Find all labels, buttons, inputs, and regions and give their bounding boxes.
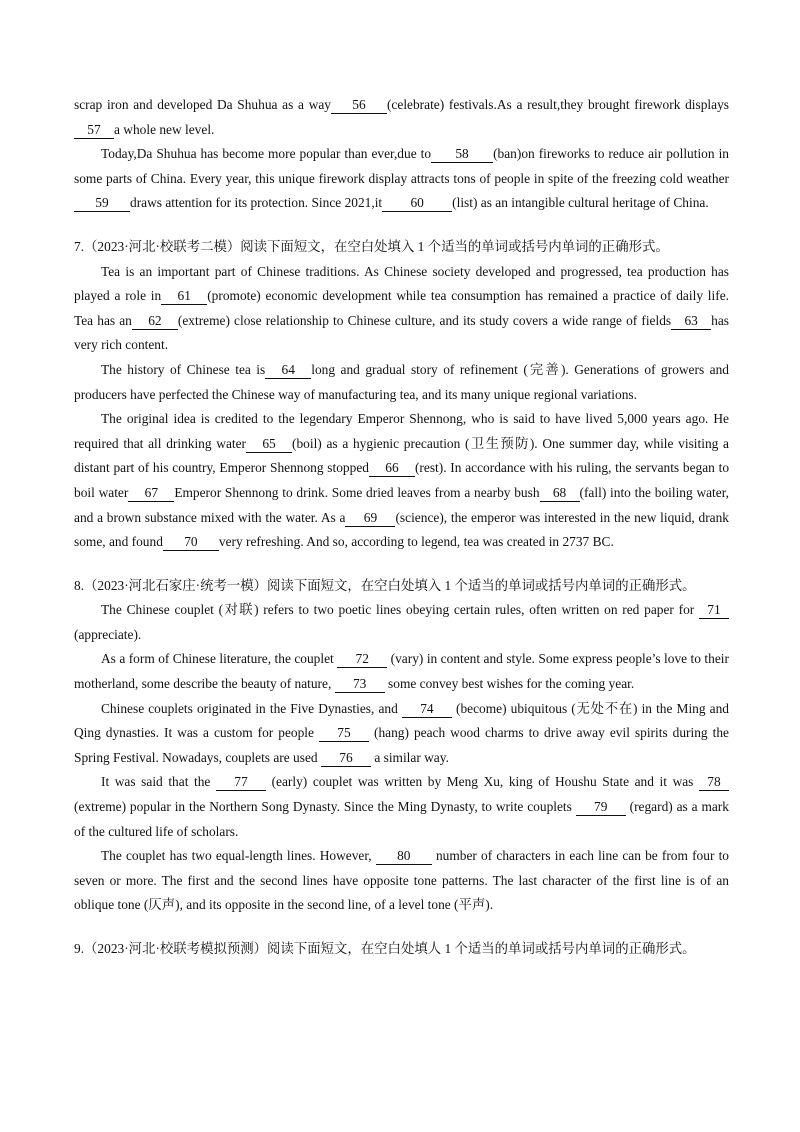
blank-77[interactable]: 77 [216, 774, 266, 791]
blank-64[interactable]: 64 [265, 362, 311, 379]
text: It was said that the [101, 774, 211, 790]
text: (extreme) popular in the Northern Song Dynasty. Since the Ming Dynasty, to write couplets [74, 799, 572, 815]
blank-58[interactable]: 58 [431, 146, 493, 163]
text: has very rich content. [74, 312, 729, 353]
q7-paragraph-3 [74, 407, 729, 555]
question-9-heading: 9.（2023·河北·校联考模拟预测）阅读下面短文，在空白处填人 1 个适当的单词或括号内单词的正确形式。 [74, 941, 696, 956]
q8-paragraph-5 [74, 844, 729, 918]
text: (list) as an intangible cultural heritage of China. [452, 195, 709, 211]
text: scrap iron and developed Da Shuhua as a way [74, 97, 331, 112]
text: Emperor Shennong to drink. Some dried leaves from a nearby bush [174, 484, 540, 500]
text: (become) ubiquitous (无处不在) in the Ming and Qing dynasties. It was a custom for people [74, 700, 729, 741]
q8-paragraph-1 [74, 598, 729, 647]
text: (regard) as a mark of the cultured life of scholars. [74, 799, 729, 839]
q8-paragraph-4 [74, 770, 729, 844]
text: number of characters in each line can be from four to seven or more. The first and the second lines have opposite tone patterns. The last character of the first line is of an oblique tone (仄声), and its opposite in the second line, of a level tone (平声). [74, 848, 729, 913]
q7-paragraph-1 [74, 260, 729, 358]
blank-72[interactable]: 72 [337, 651, 387, 668]
text: (ban)on fireworks to reduce air pollution in some parts of China. Every year, this unique firework display attracts tons of people in spite of the freezing cold weather [74, 146, 729, 186]
blank-69[interactable]: 69 [345, 510, 395, 527]
text: The original idea is credited to the legendary Emperor Shennong, who is said to have lived 5,000 years ago. He required that all drinking water [74, 411, 729, 451]
blank-67[interactable]: 67 [128, 485, 174, 502]
text: (vary) in content and style. Some express people’s love to their motherland, some describe the beauty of nature, [74, 651, 729, 692]
text: Today,Da Shuhua has become more popular than ever,due to [101, 146, 432, 162]
blank-66[interactable]: 66 [369, 460, 415, 477]
blank-71[interactable]: 71 [699, 602, 729, 619]
text: The couplet has two equal-length lines. However, [101, 848, 372, 864]
text: (science), the emperor was interested in the new liquid, drank some, and found [74, 509, 729, 550]
blank-78[interactable]: 78 [699, 774, 729, 791]
blank-68[interactable]: 68 [540, 485, 580, 502]
text: (fall) into the boiling water, and a brown substance mixed with the water. As a [74, 484, 729, 525]
blank-63[interactable]: 63 [671, 313, 711, 330]
blank-74[interactable]: 74 [402, 701, 452, 718]
question-7-heading: 7.（2023·河北·校联考二模）阅读下面短文，在空白处填入 1 个适当的单词或括号内单词的正确形式。 [74, 238, 669, 254]
document-page [74, 93, 729, 962]
text: Chinese couplets originated in the Five Dynasties, and [101, 700, 398, 716]
text: very refreshing. And so, according to legend, tea was created in 2737 BC. [218, 534, 614, 550]
text: some convey best wishes for the coming year. [388, 676, 635, 692]
blank-76[interactable]: 76 [321, 750, 371, 767]
blank-79[interactable]: 79 [576, 799, 626, 816]
text: (hang) peach wood charms to drive away evil spirits during the Spring Festival. Nowadays, couplets are used [74, 725, 729, 765]
passage6-paragraph-continued [74, 93, 729, 142]
question-8-heading: 8.（2023·河北石家庄·统考一模）阅读下面短文，在空白处填入 1 个适当的单词或括号内单词的正确形式。 [74, 577, 696, 593]
text: As a form of Chinese literature, the couplet [101, 651, 334, 667]
q7-paragraph-2 [74, 358, 729, 407]
text: a whole new level. [114, 121, 215, 137]
blank-57[interactable]: 57 [74, 122, 114, 139]
text: a similar way. [374, 749, 449, 765]
blank-61[interactable]: 61 [161, 288, 207, 305]
blank-75[interactable]: 75 [319, 725, 369, 742]
text: (early) couplet was written by Meng Xu, king of Houshu State and it was [271, 774, 694, 790]
blank-59[interactable]: 59 [74, 195, 130, 212]
text: (rest). In accordance with his ruling, the servants began to boil water [74, 460, 730, 500]
blank-70[interactable]: 70 [163, 534, 219, 551]
blank-73[interactable]: 73 [335, 676, 385, 693]
blank-60[interactable]: 60 [382, 195, 452, 212]
text: (boil) as a hygienic precaution (卫生预防). One summer day, while visiting a distant part of his country, Emperor Shennong stopped [74, 435, 729, 476]
text: long and gradual story of refinement (完善). Generations of growers and producers have perfected the Chinese way of manufacturing tea, and its many unique regional variations. [74, 361, 729, 402]
text: The Chinese couplet (对联) refers to two poetic lines obeying certain rules, often written on red paper for [101, 602, 695, 618]
text: (extreme) close relationship to Chinese culture, and its study covers a wide range of fields [177, 312, 672, 328]
text: (celebrate) festivals.As a result,they brought firework displays [386, 97, 729, 112]
blank-80[interactable]: 80 [376, 848, 432, 865]
blank-62[interactable]: 62 [132, 313, 178, 330]
blank-56[interactable]: 56 [331, 97, 387, 114]
passage6-paragraph-today [74, 142, 729, 216]
q8-paragraph-2 [74, 647, 729, 696]
text: (promote) economic development while tea consumption has remained a practice of daily life. Tea has an [74, 288, 729, 328]
q8-paragraph-3 [74, 697, 729, 771]
text: (appreciate). [74, 626, 142, 642]
blank-65[interactable]: 65 [246, 436, 292, 453]
text: Tea is an important part of Chinese traditions. As Chinese society developed and progressed, tea production has played a role in [74, 263, 729, 304]
text: draws attention for its protection. Since 2021,it [130, 195, 383, 211]
text: The history of Chinese tea is [101, 361, 266, 377]
